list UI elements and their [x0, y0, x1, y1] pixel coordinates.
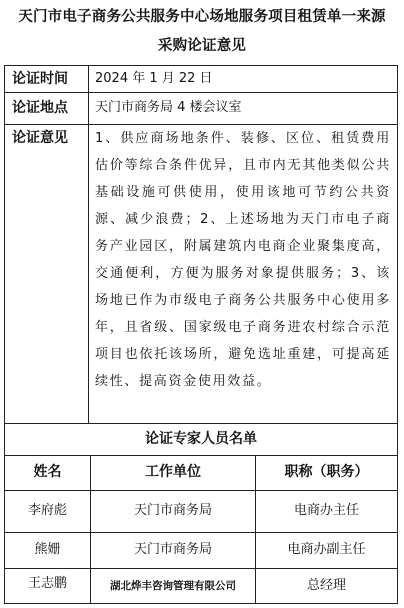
expert-name: 熊姗 — [34, 542, 61, 557]
argument-table — [4, 65, 398, 604]
expert-title: 总经理 — [306, 578, 346, 593]
row-divider — [5, 423, 397, 424]
time-value: 2024 年 1 月 22 日 — [95, 71, 213, 86]
page-title-line-2: 采购论证意见 — [157, 38, 247, 54]
row-divider — [5, 532, 397, 533]
column-header-unit: 工作单位 — [145, 464, 201, 480]
expert-unit: 湖北烨丰咨询管理有限公司 — [110, 580, 236, 592]
place-label: 论证地点 — [12, 100, 68, 116]
time-label: 论证时间 — [12, 71, 68, 87]
page-title — [4, 3, 400, 61]
place-value: 天门市商务局 4 楼会议室 — [95, 100, 242, 115]
row-divider — [5, 568, 397, 569]
experts-section-title: 论证专家人员名单 — [145, 431, 257, 447]
expert-title: 电商办主任 — [293, 503, 359, 518]
row-divider — [5, 455, 397, 456]
page-title-line-1: 天门市电子商务公共服务中心场地服务项目租赁单一来源 — [18, 9, 386, 25]
row-divider — [5, 92, 397, 93]
opinion-label: 论证意见 — [12, 130, 68, 146]
opinion-text: 1、供应商场地条件、装修、区位、租赁费用估价等综合条件优异，且市内无其他类似公共基础设施可供使用，使用该地可节约公共资源、减少浪费；2、上述场地为天门市电子商务产业园区，附属建筑内电商企业聚集度高，交通便利，方便为服务对象提供服务；3、该场地已作为市级电子商务公共服务中心使用多年，且省级、国家级电子商务进农村综合示范项目也依托该场所，避免选址重建，可提高延续性、提高资金使用效益。 — [95, 131, 391, 389]
expert-unit: 天门市商务局 — [133, 542, 212, 557]
column-header-title: 职称（职务） — [284, 464, 369, 480]
column-divider — [88, 66, 89, 423]
expert-unit: 天门市商务局 — [133, 503, 212, 518]
expert-name: 李府彪 — [27, 503, 67, 518]
expert-name: 王志鹏 — [27, 576, 67, 591]
expert-title: 电商办副主任 — [287, 542, 366, 557]
row-divider — [5, 490, 397, 491]
column-header-name: 姓名 — [33, 464, 62, 480]
